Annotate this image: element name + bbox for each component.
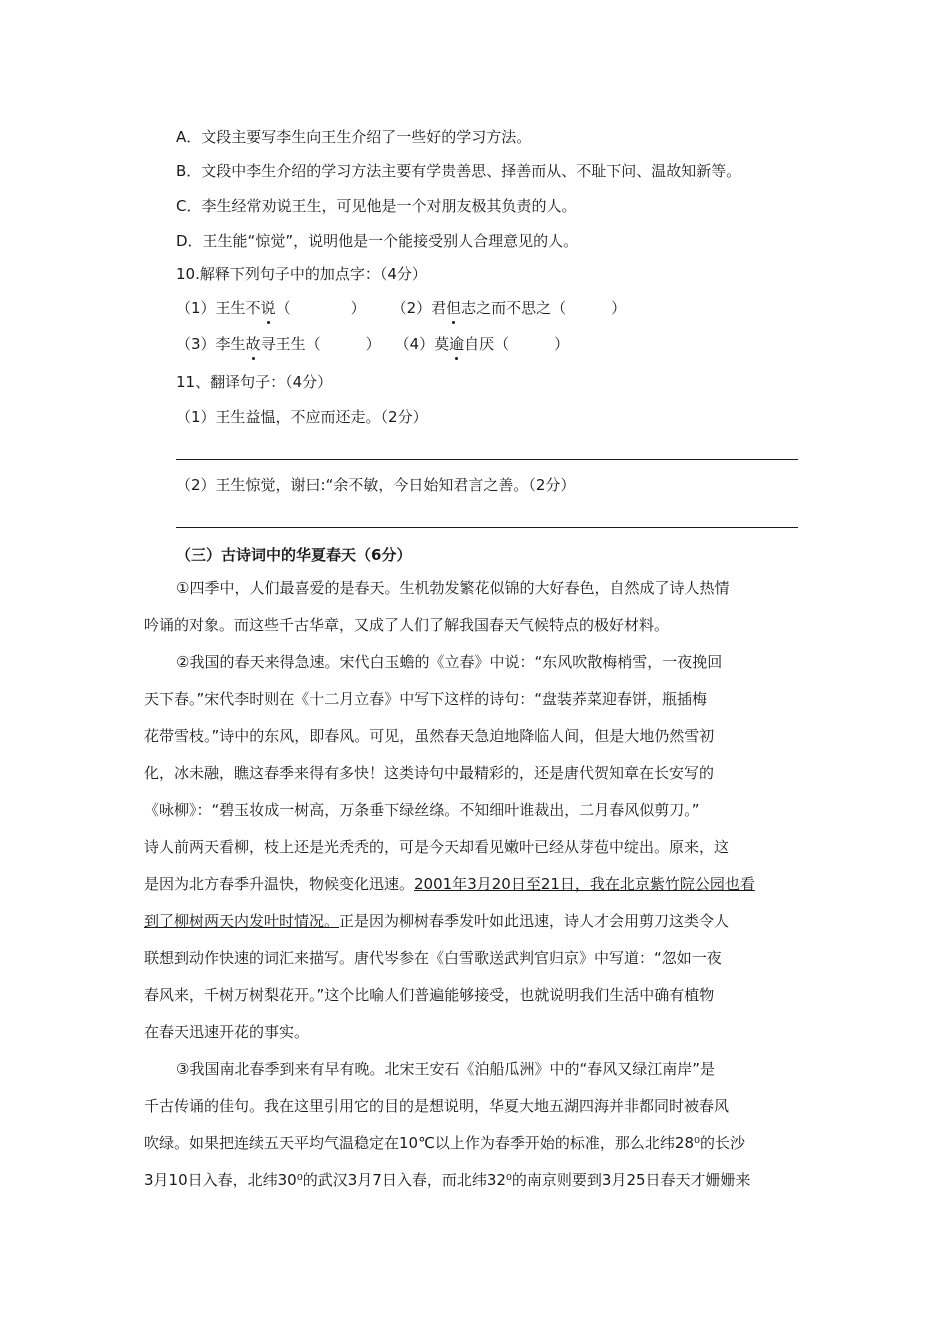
paragraph-2-line: 《咏柳》：“碧玉妆成一树高，万条垂下绿丝绦。不知细叶谁裁出，二月春风似剪刀。” xyxy=(144,801,700,819)
paragraph-2-line: ②我国的春天来得急速。宋代白玉蟾的《立春》中说：“东风吹散梅梢雪，一夜挽回 xyxy=(176,653,723,671)
paragraph-2-line xyxy=(144,911,729,931)
question-10-row-2 xyxy=(176,334,569,354)
paragraph-2-line: 天下春。”宋代李时则在《十二月立春》中写下这样的诗句：“盘装荞菜迎春饼，瓶插梅 xyxy=(144,690,708,708)
paragraph-2-line: 联想到动作快速的词汇来描写。唐代岑参在《白雪歌送武判官归京》中写道：“忽如一夜 xyxy=(144,949,722,967)
question-11-title: 11、翻译句子：（4分） xyxy=(176,373,333,391)
paragraph-3-line: 吹绿。如果把连续五天平均气温稳定在10℃以上作为春季开始的标准，那么北纬28⁰的长沙 xyxy=(144,1134,746,1152)
item-2-text-post: 志之而不思之 xyxy=(461,299,552,317)
paragraph-3-line: ③我国南北春季到来有早有晚。北宋王安石《泊船瓜洲》中的“春风又绿江南岸”是 xyxy=(176,1060,715,1078)
item-1-text: （1）王生不 xyxy=(176,299,261,317)
item-2-text: （2）君 xyxy=(391,299,447,317)
paragraph-3-line: 3月10日入春，北纬30⁰的武汉3月7日入春，而北纬32⁰的南京则要到3月25日春天才姗姗来 xyxy=(144,1171,751,1189)
dotted-char: 说 xyxy=(260,299,276,317)
dotted-char: 逾 xyxy=(449,335,465,353)
dotted-char: 但 xyxy=(446,299,462,317)
answer-blank[interactable]: （ ） xyxy=(305,335,381,353)
option-c: C．李生经常劝说王生，可见他是一个对朋友极其负责的人。 xyxy=(176,197,577,215)
answer-blank[interactable]: （ ） xyxy=(551,299,627,317)
paragraph-2-line: 在春天迅速开花的事实。 xyxy=(144,1023,310,1041)
underlined-sentence: 到了柳树两天内发叶时情况。 xyxy=(144,912,340,930)
option-d: D．王生能“惊觉”，说明他是一个能接受别人合理意见的人。 xyxy=(176,232,579,250)
paragraph-2-line: 化，冰未融，瞧这春季来得有多快！这类诗句中最精彩的，还是唐代贺知章在长安写的 xyxy=(144,764,715,782)
option-a: A．文段主要写李生向王生介绍了一些好的学习方法。 xyxy=(176,128,532,146)
paragraph-2-line xyxy=(144,874,755,894)
item-3-text: （3）李生 xyxy=(176,335,246,353)
paragraph-3-line: 千古传诵的佳句。我在这里引用它的目的是想说明，华夏大地五湖四海并非都同时被春风 xyxy=(144,1097,730,1115)
question-10-row-1 xyxy=(176,298,626,318)
question-10-title: 10.解释下列句子中的加点字：（4分） xyxy=(176,265,427,283)
paragraph-2-text: 正是因为柳树春季发叶如此迅速，诗人才会用剪刀这类令人 xyxy=(339,912,730,930)
answer-blank[interactable]: （ ） xyxy=(275,299,366,317)
item-4-text: （4）莫 xyxy=(394,335,450,353)
section-3-heading: （三）古诗词中的华夏春天（6分） xyxy=(176,546,412,564)
paragraph-1-line: ①四季中，人们最喜爱的是春天。生机勃发繁花似锦的大好春色，自然成了诗人热情 xyxy=(176,579,730,597)
item-4-text-post: 自厌 xyxy=(464,335,495,353)
dotted-char: 故 xyxy=(245,335,261,353)
paragraph-1-line: 吟诵的对象。而这些千古华章，又成了人们了解我国春天气候特点的极好材料。 xyxy=(144,616,670,634)
paragraph-2-text: 是因为北方春季升温快，物候变化迅速。 xyxy=(144,875,415,893)
item-3-text-post: 寻王生 xyxy=(260,335,306,353)
translate-sentence-2: （2）王生惊觉，谢曰:“余不敏，今日始知君言之善。（2分） xyxy=(176,476,576,494)
underlined-sentence: 2001年3月20日至21日，我在北京紫竹院公园也看 xyxy=(414,875,755,893)
answer-line-2[interactable] xyxy=(176,527,798,528)
paragraph-2-line: 花带雪枝。”诗中的东风，即春风。可见，虽然春天急迫地降临人间，但是大地仍然雪初 xyxy=(144,727,715,745)
answer-blank[interactable]: （ ） xyxy=(494,335,570,353)
translate-sentence-1: （1）王生益愠，不应而还走。（2分） xyxy=(176,408,428,426)
answer-line-1[interactable] xyxy=(176,459,798,460)
option-b: B．文段中李生介绍的学习方法主要有学贵善思、择善而从、不耻下问、温故知新等。 xyxy=(176,162,742,180)
paragraph-2-line: 诗人前两天看柳，枝上还是光秃秃的，可是今天却看见嫩叶已经从芽苞中绽出。原来，这 xyxy=(144,838,730,856)
paragraph-2-line: 春风来，千树万树梨花开。”这个比喻人们普遍能够接受，也就说明我们生活中确有植物 xyxy=(144,986,715,1004)
